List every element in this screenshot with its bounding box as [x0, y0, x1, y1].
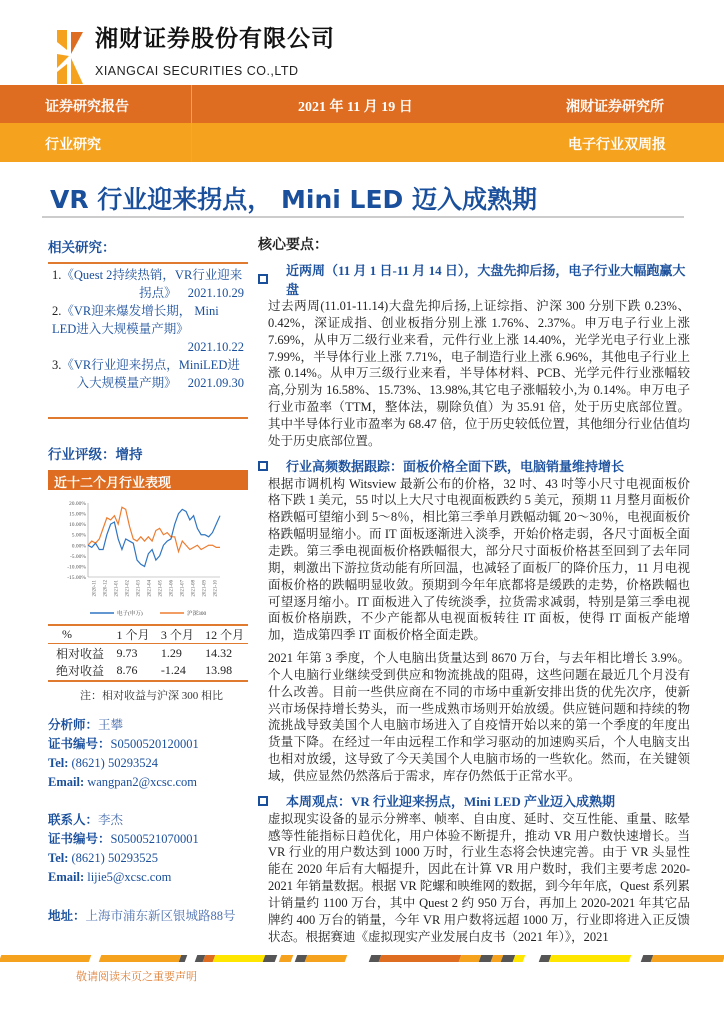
x-tick-label: 2021-07: [180, 580, 186, 597]
y-tick-label: -15.00%: [67, 575, 86, 581]
y-tick-label: 20.00%: [69, 501, 86, 507]
email-link[interactable]: lijie5@xcsc.com: [87, 870, 172, 884]
table-header-row: [48, 625, 248, 644]
cert-label: 证书编号：: [48, 832, 111, 846]
analyst-info: [48, 716, 199, 792]
logo-mark-icon: [53, 28, 87, 86]
section-heading: [258, 456, 690, 476]
section-heading: [258, 791, 690, 811]
related-item[interactable]: [52, 266, 244, 302]
logo-name-en: XIANGCAI SECURITIES CO.,LTD: [95, 64, 299, 78]
divider: [48, 262, 248, 264]
tel-label: Tel:: [48, 851, 69, 865]
table-cell: 1.29: [160, 645, 182, 660]
related-date: 2021.10.22: [187, 340, 244, 354]
y-tick-label: 10.00%: [69, 522, 86, 529]
x-tick-label: 2021-10: [213, 580, 219, 597]
address: [48, 907, 236, 926]
core-points: [258, 234, 690, 952]
x-tick-label: 2021-06: [169, 580, 175, 597]
table-cell: 14.32: [205, 645, 233, 660]
table-note: 注：相对收益与沪深 300 相比: [80, 690, 223, 702]
paragraph: 虚拟现实设备的显示分辨率、帧率、自由度、延时、交互性能、重量、眩晕感等性能指标日趋优化，用户体验不断提升，推动 VR 用户数快速增长。当 VR 行业的用户数达到 1000 万时，行业生态将会快速完善。由于 VR 头显性能在 2020 年后有大幅提升，因此在计算 VR 用户数时，我们主要考虑 2020-2021 年销量数据。根据 VR 陀螺和映维网的数据，到今年年底，Quest 系列累计销量约 1100 万台，其中 Quest 2 约 950 万台，再加上 2020-2021 年其它品牌约 400 万台的销量，今年 VR 用户数将远超 1000 万，行业即将进入正反馈状态。根据赛迪《虚拟现实产业发展白皮书（2021 年）》，2021: [268, 811, 690, 944]
table-cell: 9.73: [116, 645, 138, 660]
cert-number: S0500520120001: [110, 737, 199, 751]
table-header: 12 个月: [197, 625, 248, 644]
related-title[interactable]: 《VR行业迎来拐点，MiniLED进入大规模量产期》: [61, 358, 240, 390]
checkbox-bullet-icon: [258, 461, 268, 471]
item-number: 3.: [52, 358, 62, 372]
related-research-heading: 相关研究：: [48, 240, 116, 255]
table-cell: 绝对收益: [56, 664, 105, 679]
item-number: 1.: [52, 268, 62, 282]
x-tick-label: 2021-01: [114, 580, 120, 597]
cert-number: S0500521070001: [110, 832, 199, 846]
x-tick-label: 2020-11: [92, 580, 98, 597]
table-cell: -1.24: [160, 663, 186, 678]
analyst-label: 分析师：: [48, 718, 99, 732]
section-title: 近两周（11 月 1 日-11 月 14 日），大盘先抑后扬，电子行业大幅跑赢大盘: [286, 263, 686, 297]
table-header: 3 个月: [153, 625, 197, 644]
y-tick-label: -5.00%: [69, 553, 86, 560]
report-date: 2021 年 11 月 19 日: [298, 100, 413, 115]
x-tick-label: 2021-04: [147, 580, 153, 597]
contact-label: 联系人：: [48, 813, 99, 827]
email-label: Email:: [48, 870, 85, 884]
disclaimer-note: 敬请阅读末页之重要声明: [76, 971, 197, 983]
rating-value: 增持: [115, 447, 143, 462]
table-header: %: [48, 625, 109, 644]
paragraph: 2021 年第 3 季度，个人电脑出货量达到 8670 万台，与去年相比增长 3.9%。个人电脑行业继续受到供应和物流挑战的阻碍，这些问题在最近几个月没有什么改善。目前一些供应商在不同的市场中重新安排出货的优先次序，使新兴市场保持增长势头，而一些成熟市场则开始放缓。供应链问题和持续的物流挑战导致美国个人电脑市场进入了自疫情开始以来的第一个季度的年度出货量下降。在经过一年由远程工作和学习驱动的加速购买后，个人电脑支出也相对放缓，这导致了今天美国个人电脑市场的一些软化。然而，在关键领域，供应显然仍然落后于需求，库存仍然低于正常水平。: [268, 651, 690, 783]
footer-stripe: [0, 955, 724, 962]
series-line: [88, 507, 220, 551]
checkbox-bullet-icon: [258, 796, 268, 806]
tel-number: (8621) 50293525: [71, 851, 158, 865]
page-title: VR 行业迎来拐点， Mini LED 迈入成熟期: [50, 185, 537, 214]
legend-label: 沪深300: [187, 611, 207, 617]
email-link[interactable]: wangpan2@xcsc.com: [87, 775, 197, 789]
checkbox-bullet-icon: [258, 274, 268, 284]
item-number: 2.: [52, 304, 62, 318]
related-date: 2021.09.30: [187, 376, 244, 390]
x-tick-label: 2021-02: [125, 580, 131, 597]
section-title: 行业高频数据跟踪：面板价格全面下跌，电脑销量维持增长: [286, 459, 625, 475]
performance-chart: [52, 497, 244, 621]
x-tick-label: 2021-08: [191, 580, 197, 597]
tel-label: Tel:: [48, 756, 69, 770]
rating-label: 行业评级：: [48, 447, 116, 462]
table-header: 1 个月: [109, 625, 153, 644]
table-cell: 13.98: [205, 663, 233, 678]
header-band: [0, 85, 724, 123]
core-heading: 核心要点：: [258, 238, 328, 253]
related-title[interactable]: 《VR迎来爆发增长期， Mini LED进入大规模量产期》: [52, 304, 219, 336]
report-category: 行业研究: [45, 138, 101, 153]
table-row: [48, 662, 248, 681]
related-research-list: [52, 266, 244, 392]
y-tick-label: 0.00%: [71, 543, 86, 550]
x-tick-label: 2021-09: [202, 580, 208, 597]
related-item[interactable]: [52, 302, 244, 356]
performance-heading: 近十二个月行业表现: [48, 470, 248, 490]
contact-name: 李杰: [98, 813, 124, 827]
paragraph: 根据市调机构 Witsview 最新公布的价格，32 吋、43 吋等小尺寸电视面板价格下跌 1 美元，55 吋以上大尺寸电视面板跌约 5 美元，预期 11 月整月面板价格跌幅可望缩小到 5～8％，相比第三季单月跌幅动辄 20～30％，电视面板价格跌幅明显缩小。而 IT 面板逐渐进入淡季，开始价格走弱，各尺寸面板全面走跌。第三季电视面板价格跌幅很大，部分尺寸面板价格甚至回到了去年同期，刺激出下游拉货动能有所回温，也减轻了面板厂的降价压力，11 月电视面板价格的跌幅明显收敛。预期到今年年底都将是缓跌的走势，价格跌幅也可望逐月缩小。IT 面板进入了传统淡季，拉货需求减弱，特别是第三季电视面板价格崩跌，不少产能都从电视面板转往 IT 面板，使得 IT 面板产能增加，造成第四季 IT 面板价格全面走跌。: [268, 476, 690, 643]
address-value: 上海市浦东新区银城路88号: [85, 909, 236, 923]
email-label: Email:: [48, 775, 85, 789]
legend-label: 电子(申万): [117, 611, 143, 617]
analyst-name: 王攀: [98, 718, 124, 732]
logo-name-cn: 湘财证券股份有限公司: [95, 26, 335, 52]
report-type: 证券研究报告: [45, 100, 129, 115]
table-row: [48, 644, 248, 663]
report-series: 电子行业双周报: [568, 138, 666, 153]
x-tick-label: 2021-05: [158, 580, 164, 597]
x-tick-label: 2021-03: [136, 580, 142, 597]
cert-label: 证书编号：: [48, 737, 111, 751]
tel-number: (8621) 50293524: [71, 756, 158, 770]
table-cell: 相对收益: [56, 646, 105, 661]
company-logo: [53, 26, 353, 86]
y-tick-label: -10.00%: [67, 564, 86, 571]
y-tick-label: 15.00%: [69, 511, 86, 518]
related-item[interactable]: [52, 356, 244, 392]
divider: [48, 417, 248, 419]
category-band: [0, 123, 724, 162]
x-tick-label: 2020-12: [103, 580, 109, 597]
table-cell: 8.76: [116, 663, 138, 678]
industry-rating: [48, 443, 143, 463]
paragraph: 过去两周(11.01-11.14)大盘先抑后扬,上证综指、沪深 300 分别下跌 0.23%、0.42%，深证成指、创业板指分别上涨 1.76%、2.37%。申万电子行业上涨 7.69%，从申万二级行业来看，元件行业上涨 14.40%，光学光电子行业上涨 7.99%，半导体行业上涨 7.71%，电子制造行业上涨 6.96%，其他电子行业上涨 0.14%。从申万三级行业来看，半导体材料、PCB、光学元件行业涨幅较高,分别为 16.58%、15.73%、13.98%,其它电子涨幅较小,为 0.14%。申万电子行业市盈率（TTM，整体法，剔除负值）为 35.91 倍，处于历史底部位置。其中半导体行业市盈率为 68.47 倍，位于历史较低位置，其他细分行业估值均处于历史底部位置。: [268, 299, 690, 448]
related-title[interactable]: 《Quest 2持续热销，VR行业迎来拐点》: [61, 268, 243, 300]
section-heading: [258, 260, 690, 298]
contact-info: [48, 811, 199, 887]
title-divider: [42, 216, 684, 218]
performance-table: [48, 624, 248, 682]
y-tick-label: 5.00%: [71, 532, 86, 539]
address-label: 地址：: [48, 909, 86, 923]
section-title: 本周观点：VR 行业迎来拐点，Mini LED 产业迈入成熟期: [286, 794, 615, 810]
institute: 湘财证券研究所: [566, 100, 664, 115]
related-date: 2021.10.29: [187, 286, 244, 300]
